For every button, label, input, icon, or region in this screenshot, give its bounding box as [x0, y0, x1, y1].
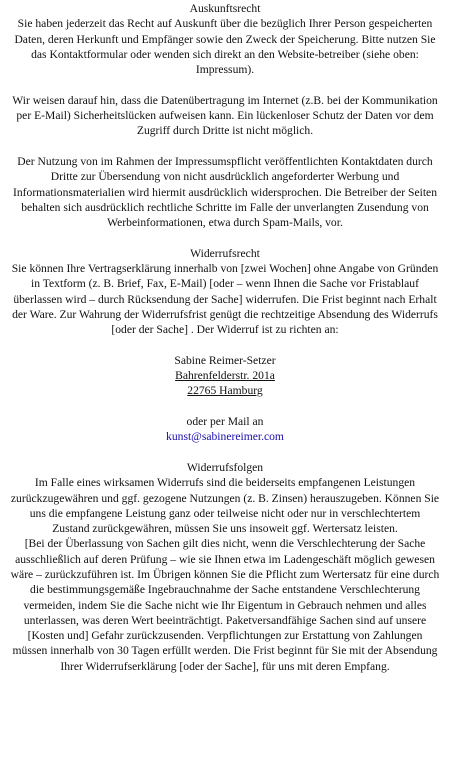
widerruf-heading: Widerrufsrecht: [190, 246, 260, 260]
spacer: [10, 399, 440, 414]
folgen-paragraph-2: [Bei der Überlassung von Sachen gilt dies nicht, wenn die Verschlechterung der Sache ausschließlich auf deren Prüfung – wie sie Ihnen etwa im Ladengeschäft möglich gewesen wäre – zurückzuführen ist. Im Übrigen können Sie die Pflicht zum Wertersatz für eine durch die bestimmungsgemäße Ingebrauchnahme der Sache entstandene Verschlechterung vermeiden, indem Sie die Sache nicht wie Ihr Eigentum in Gebrauch nehmen und alles unterlassen, was deren Wert beeinträchtigt. Paketversandfähige Sachen sind auf unsere [Kosten und] Gefahr zurückzusenden. Verpflichtungen zur Erstattung von Zahlungen müssen innerhalb von 30 Tagen erfüllt werden. Die Frist beginnt für Sie mit der Absendung Ihrer Widerrufserklärung [oder der Sache], für uns mit deren Empfang.: [10, 537, 440, 673]
spacer: [10, 230, 440, 245]
auskunft-paragraph: Sie haben jederzeit das Recht auf Auskunft über die bezüglich Ihrer Person gespeicherten Daten, deren Herkunft und Empfänger sowie den Zweck der Speicherung. Bitte nutzen Sie das Kontaktformular oder wenden sich direkt an den Website-betreiber (siehe oben: Impressum).: [14, 17, 436, 77]
folgen-heading: Widerrufsfolgen: [186, 460, 264, 474]
address-city: 22765 Hamburg: [187, 384, 263, 398]
mail-intro: oder per Mail an: [186, 415, 264, 429]
advertising-objection-paragraph: Der Nutzung von im Rahmen der Impressumspflicht veröffentlichten Kontaktdaten durch Dritte zur Übersendung von nicht ausdrücklich angeforderter Werbung und Informationsmaterialien wird hiermit ausdrücklich widersprochen. Die Betreiber der Seiten behalten sich ausdrücklich rechtliche Schritte im Falle der unverlangten Zusendung von Werbeinformationen, etwa durch Spam-Mails, vor.: [13, 154, 437, 230]
internet-security-paragraph: Wir weisen darauf hin, dass die Datenübertragung im Internet (z.B. bei der Kommunikation per E-Mail) Sicherheitslücken aufweisen kann. Ein lückenloser Schutz der Daten vor dem Zugriff durch Dritte ist nicht möglich.: [12, 93, 438, 138]
widerruf-paragraph: Sie können Ihre Vertragserklärung innerhalb von [zwei Wochen] ohne Angabe von Gründen in Textform (z. B. Brief, Fax, E-Mail) [oder – wenn Ihnen die Sache vor Fristablauf überlassen wird – durch Rücksendung der Sache] widerrufen. Die Frist beginnt nach Erhalt der Ware. Zur Wahrung der Widerrufsfrist genügt die rechtzeitige Absendung des Widerrufs [oder der Sache] . Der Widerruf ist zu richten an:: [11, 262, 439, 337]
email-link[interactable]: kunst@sabinereimer.com: [166, 430, 284, 444]
address-name: Sabine Reimer-Setzer: [174, 353, 276, 367]
spacer: [10, 445, 440, 460]
auskunft-heading: Auskunftsrecht: [189, 2, 261, 15]
address-street: Bahrenfelderstr. 201a: [175, 369, 275, 383]
spacer: [10, 139, 440, 154]
spacer: [10, 338, 440, 353]
spacer: [10, 77, 440, 92]
folgen-paragraph-1: Im Falle eines wirksamen Widerrufs sind die beiderseits empfangenen Leistungen zurückzugewähren und ggf. gezogene Nutzungen (z. B. Zinsen) herauszugeben. Können Sie uns die empfangene Leistung ganz oder teilweise nicht oder nur in verschlechtertem Zustand zurückgewähren, müssen Sie uns insoweit ggf. Wertersatz leisten.: [10, 476, 440, 536]
